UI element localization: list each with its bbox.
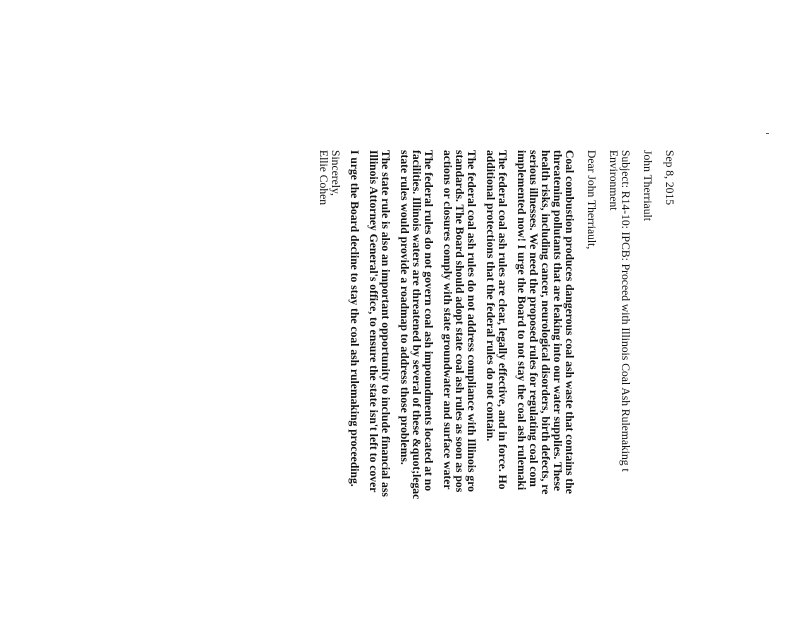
paragraph-2-line-1: The federal coal ash rules are clear, legally effective, and in force. Ho — [496, 150, 509, 490]
paragraph-1-line-4: serious illnesses. We need the proposed rules for regulating coal com — [527, 150, 540, 487]
paragraph-1-line-3: health risks, including cancer, neurological disorders, birth defects, re — [539, 150, 552, 495]
paragraph-5-line-2: Illinois Attorney General's office, to ensure the state isn't left to cover — [367, 150, 380, 493]
letter-subject-line-2: Environment — [607, 150, 620, 211]
paragraph-2-line-2: additional protections that the federal rules do not contain. — [484, 150, 497, 442]
paragraph-3-line-2: standards. The Board should adopt state coal ash rules as soon as pos — [453, 150, 466, 493]
letter-date: Sep 8, 2015 — [663, 150, 676, 206]
paragraph-4-line-2: facilities. Illinois waters are threatened by several of these &quot;legac — [410, 150, 423, 500]
letter-salutation: Dear John Therriault, — [585, 150, 598, 250]
paragraph-1-line-5: implemented now! I urge the Board to not stay the coal ash rulemaki — [515, 150, 528, 491]
paragraph-6: I urge the Board decline to stay the coal ash rulemaking proceeding. — [348, 150, 361, 487]
scan-speck — [766, 133, 769, 134]
paragraph-5-line-1: The state rule is also an important opportunity to include financial ass — [379, 150, 392, 497]
paragraph-3-line-1: The federal coal ash rules do not address compliance with Illinois gro — [465, 150, 478, 492]
paragraph-4-line-1: The federal rules do not govern coal ash impoundments located at no — [422, 150, 435, 492]
letter-recipient: John Therriault — [641, 150, 654, 221]
letter-body — [317, 150, 675, 618]
letter-signature: Ellie Cohen — [317, 150, 330, 206]
letter-subject-line-1: Subject: R14-10: IPCB: Proceed with Illinois Coal Ash Rulemaking t — [619, 150, 632, 472]
paragraph-3-line-3: actions or closures comply with state groundwater and surface water — [441, 150, 454, 490]
paragraph-4-line-3: state rules would provide a roadmap to address those problems. — [398, 150, 411, 465]
letter-closing: Sincerely, — [329, 150, 342, 196]
paragraph-1-line-1: Coal combustion produces dangerous coal ash waste that contains the — [563, 150, 576, 494]
paragraph-1-line-2: threatening pollutants that are leaking into our water supplies. These — [551, 150, 564, 491]
